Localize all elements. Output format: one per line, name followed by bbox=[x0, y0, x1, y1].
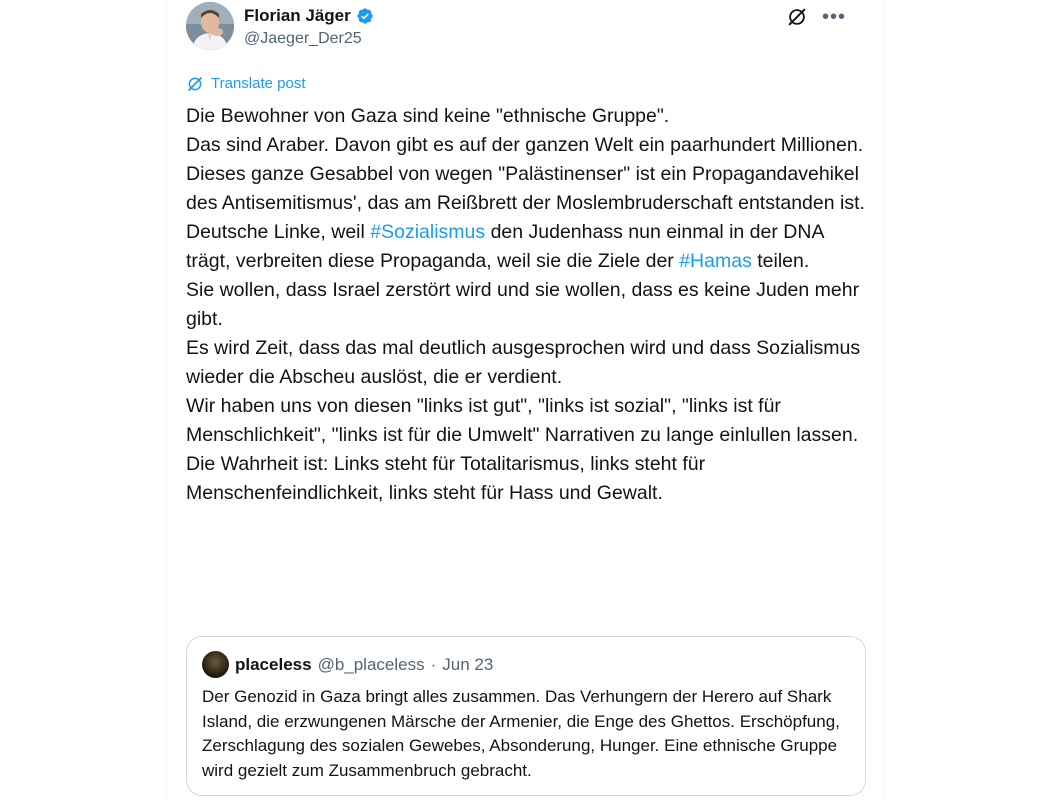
post-line: Die Bewohner von Gaza sind keine "ethnische Gruppe". bbox=[186, 105, 670, 127]
tweet[interactable] bbox=[186, 0, 866, 780]
author-display-name[interactable]: Florian Jäger bbox=[244, 6, 351, 25]
grok-translate-icon bbox=[186, 75, 204, 93]
quoted-separator: · bbox=[430, 654, 437, 674]
post-line: Das sind Araber. Davon gibt es auf der ganzen Welt ein paarhundert Millionen. bbox=[186, 134, 864, 156]
quoted-tweet-card[interactable] bbox=[186, 636, 866, 796]
post-line: Dieses ganze Gesabbel von wegen "Palästinenser" ist ein Propagandavehikel des Antisemitismus', das am Reißbrett der Moslembruderschaft entstanden ist. bbox=[186, 163, 865, 214]
post-line: Sie wollen, dass Israel zerstört wird und sie wollen, dass es keine Juden mehr gibt. bbox=[186, 279, 860, 330]
post-line bbox=[186, 218, 866, 276]
post-text bbox=[186, 102, 866, 508]
tweet-top-actions bbox=[786, 6, 846, 28]
hashtag-hamas-link[interactable]: #Hamas bbox=[679, 250, 752, 272]
post-text-segment: den Judenhass nun einmal in der DNA trägt, verbreiten diese Propaganda, weil sie die Ziele der bbox=[186, 221, 824, 272]
post-line: Es wird Zeit, dass das mal deutlich ausgesprochen wird und dass Sozialismus wieder die Abscheu auslöst, die er verdient. bbox=[186, 337, 861, 388]
post-text-segment: teilen. bbox=[751, 250, 810, 272]
post-text-segment: Deutsche Linke, weil bbox=[186, 221, 371, 243]
avatar[interactable] bbox=[186, 2, 234, 50]
quoted-tweet-header bbox=[202, 651, 493, 678]
hashtag-sozialismus-link[interactable]: #Sozialismus bbox=[370, 221, 486, 243]
timeline-column bbox=[166, 0, 884, 800]
avatar-photo-icon bbox=[186, 2, 234, 50]
translate-post-link[interactable] bbox=[186, 74, 306, 94]
verified-badge-icon[interactable] bbox=[356, 7, 374, 25]
post-line: Wir haben uns von diesen "links ist gut", "links ist sozial", "links ist für Menschlichkeit", "links ist für die Umwelt" Narrativen zu lange einlullen lassen. bbox=[186, 395, 859, 446]
quoted-tweet-text: Der Genozid in Gaza bringt alles zusammen. Das Verhungern der Herero auf Shark Island, die erzwungenen Märsche der Armenier, die Enge des Ghettos. Erschöpfung, Zerschlagung des sozialen Gewebes, Absonderung, Hunger. Eine ethnische Gruppe wird gezielt zum Zusammenbruch gebracht. bbox=[202, 687, 840, 780]
quoted-date[interactable]: Jun 23 bbox=[442, 654, 494, 674]
author-name-row[interactable] bbox=[244, 5, 374, 27]
author-names bbox=[244, 5, 374, 50]
quoted-author-avatar[interactable] bbox=[202, 651, 229, 678]
translate-post-label[interactable]: Translate post bbox=[211, 75, 306, 92]
more-options-icon[interactable]: ••• bbox=[821, 6, 846, 28]
quoted-author-handle[interactable]: @b_placeless bbox=[317, 654, 425, 674]
author-handle[interactable]: @Jaeger_Der25 bbox=[244, 30, 362, 47]
tweet-header bbox=[186, 0, 866, 60]
grok-icon[interactable] bbox=[786, 6, 808, 28]
post-line: Die Wahrheit ist: Links steht für Totalitarismus, links steht für Menschenfeindlichkeit, links steht für Hass und Gewalt. bbox=[186, 453, 706, 504]
quoted-author-name[interactable]: placeless bbox=[235, 654, 312, 674]
